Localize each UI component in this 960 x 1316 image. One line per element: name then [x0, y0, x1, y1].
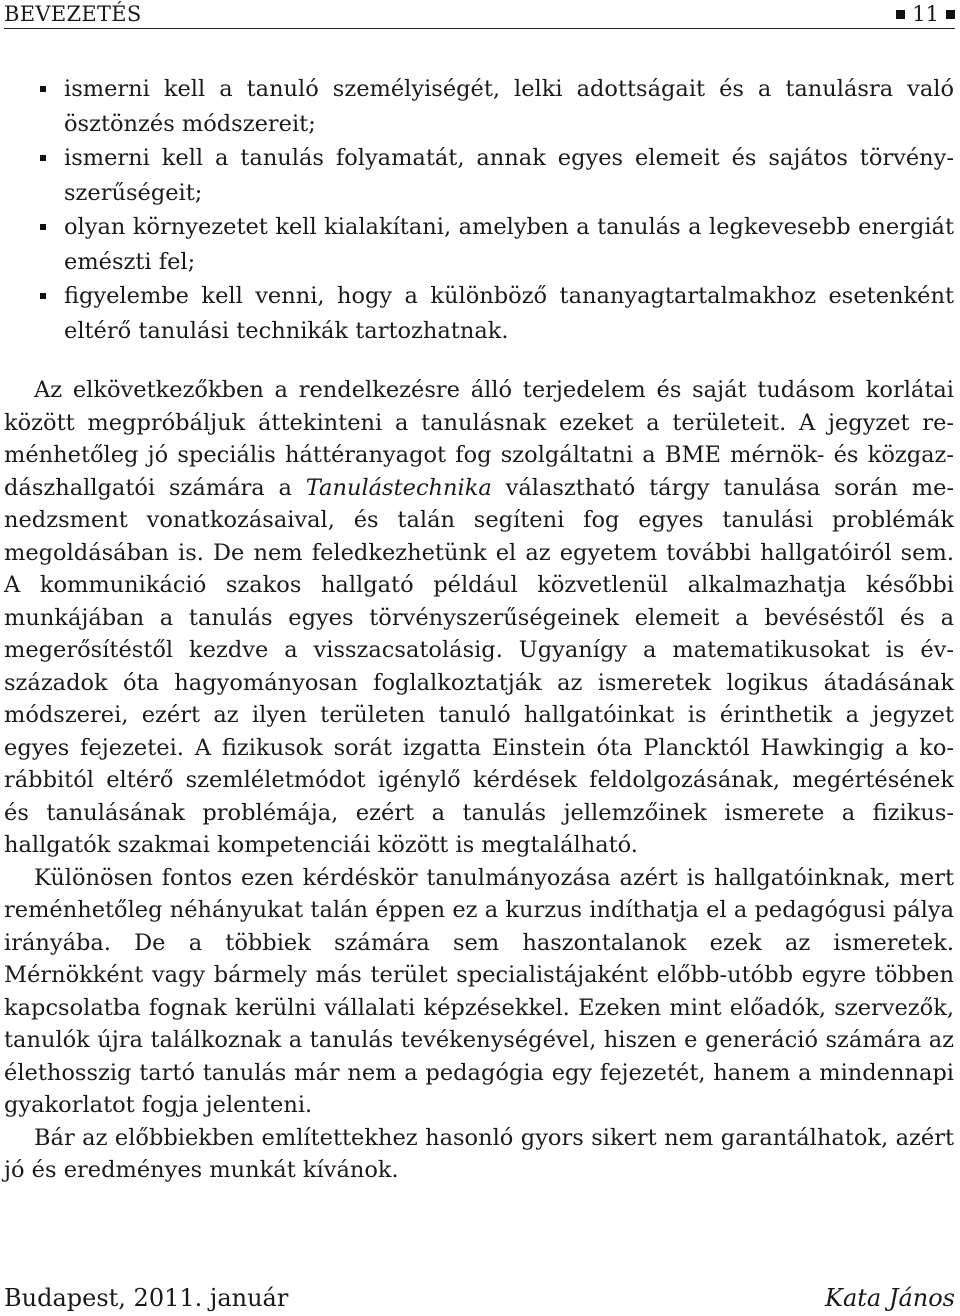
bullet-list	[0, 72, 958, 348]
bullet-icon	[40, 224, 46, 230]
paragraph-text: választható tárgy tanulása során menedzsment vonatkozásaival, és talán segíteni fog egyes tanulási problémák megoldásában is. De nem feledkezhetünk el az egyetem további hallgatóiról sem. A kommunikáció szakos hallgató például közvetlenül alkalmazhatja későbbi munkájában a tanulás egyes törvényszerűségeinek elemeit a bevéséstől és a megerősítéstől kezdve a visszacsatolásig. Ugyanígy a matematikusokat is évszázadok óta hagyományosan foglalkoztatják az ismeretek logikus átadásának módszerei, ezért az ilyen területen tanuló hallgatóinkat is érinthetik a jegyzet egyes fejezetei. A fizikusok sorát izgatta Einstein óta Plancktól Hawkingig a korábbitól eltérő szemléletmódot igénylő kérdések feldolgozásának, megértésének és tanulásának problémája, ezért a tanulás jellemzőinek ismerete a fizikushallgatók szakmai kompetenciái között is megtalálható.	[4, 474, 954, 858]
place-date: Budapest, 2011. január	[4, 1284, 289, 1312]
section-title: BEVEZETÉS	[4, 2, 142, 26]
list-item	[0, 141, 958, 210]
list-item	[0, 279, 958, 348]
paragraph: Bár az előbbiekben említettekhez hasonló gyors sikert nem garantálhatok, azért jó és eredményes munkát kívánok.	[4, 1124, 954, 1183]
running-header	[4, 0, 955, 29]
list-item	[0, 72, 958, 141]
bullet-icon	[40, 86, 46, 92]
square-ornament-icon	[896, 10, 905, 19]
list-item-text: olyan környezetet kell kialakítani, amelyben a tanulás a legkevesebb energiát emészti fel;	[64, 214, 954, 275]
course-title: Tanulástechnika	[305, 474, 492, 501]
page-number-box	[896, 0, 955, 28]
author-name: Kata János	[825, 1284, 955, 1312]
list-item-text: ismerni kell a tanulás folyamatát, annak egyes elemeit és sajátos törvényszerűségeit;	[64, 145, 954, 206]
paragraph-text: Az elkövetkezőkben a rendelkezésre álló terjedelem és saját tudásom korlátai között megpróbáljuk áttekinteni a tanulásnak ezeket a területeit. A jegyzet reménhetőleg jó speciális háttéranyagot fog szolgáltatni a BME mérnök- és közgazdászhallgatói számára a	[4, 377, 954, 501]
bullet-icon	[40, 155, 46, 161]
list-item-text: ismerni kell a tanuló személyiségét, lelki adottságait és a tanulásra való ösztönzés módszereit;	[64, 76, 954, 137]
list-item-text: figyelembe kell venni, hogy a különböző tananyagtartalmakhoz esetenként eltérő tanulási technikák tartozhatnak.	[64, 283, 954, 344]
list-item	[0, 210, 958, 279]
body-text	[4, 374, 954, 1187]
square-ornament-icon	[946, 10, 955, 19]
paragraph: Különösen fontos ezen kérdéskör tanulmányozása azért is hallgatóinknak, mert reménhetőleg néhányukat talán éppen ez a kurzus indíthatja el a pedagógusi pálya irányába. De a többiek számára sem haszontalanok ezek az ismeretek. Mérnökként vagy bármely más terület specialistájaként előbb-utóbb egyre többen kapcsolatba fognak kerülni vállalati képzésekkel. Ezeken mint előadók, szervezők, tanulók újra találkoznak a tanulás tevékenységével, hiszen e generáció számára az élethosszig tartó tanulás már nem a pedagógia egy fejezetét, hanem a mindennapi gyakorlatot fogja jelenteni.	[4, 864, 954, 1118]
paragraph	[4, 374, 954, 862]
bullet-icon	[40, 293, 46, 299]
page-number: 11	[912, 2, 939, 26]
